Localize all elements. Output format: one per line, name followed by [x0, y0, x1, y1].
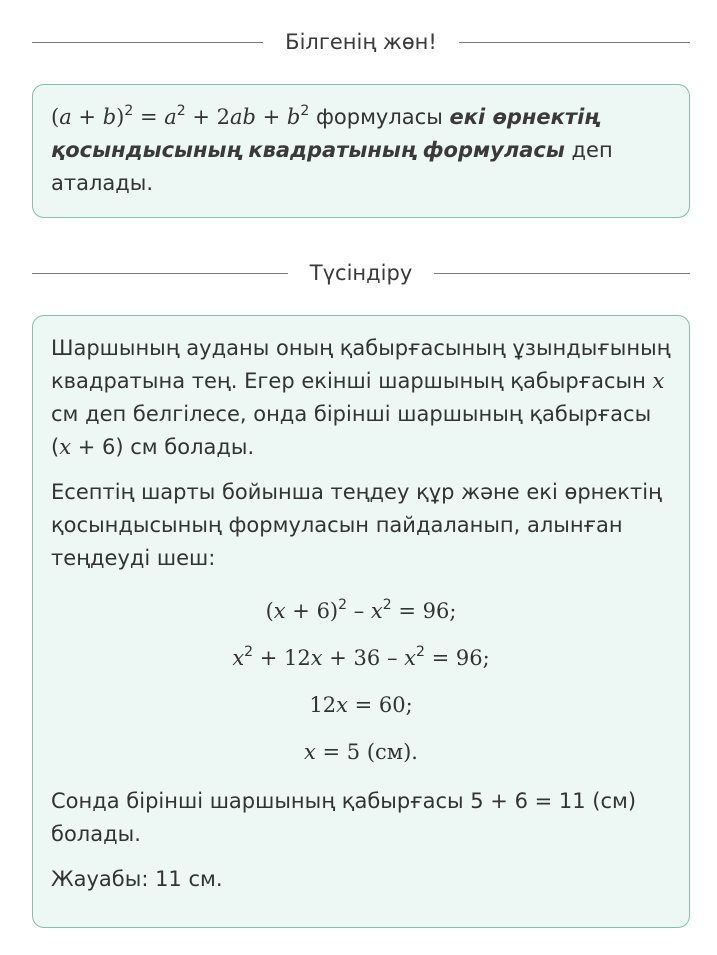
explain-section-title: Түсіндіру	[309, 261, 413, 285]
equation-1: $(x + 6)^2 - x^2 = 96$;	[265, 597, 457, 623]
explain-card	[32, 315, 690, 928]
explain-paragraph-1: Шаршының ауданы оның қабырғасының ұзындығының квадратына тең. Егер екінші шаршының қабырғасын x см деп белгілесе, онда бірінші шаршының қабырғасы (x + 6) см болады.	[51, 336, 671, 459]
formula: $(a + b)^2 = a^2 + 2ab + b^2$	[51, 103, 310, 129]
divider-right	[434, 273, 690, 274]
know-section-title: Білгенің жөн!	[285, 30, 437, 54]
know-card	[32, 84, 690, 218]
explain-paragraph-2: Есептің шарты бойынша теңдеу құр және екі өрнектің қосындысының формуласын пайдаланып, алынған теңдеуді шеш:	[51, 480, 662, 570]
equation-4: x = 5 (см).	[304, 740, 418, 764]
answer-text: Жауабы: 11 см.	[51, 867, 223, 891]
divider-right	[459, 42, 690, 43]
know-card-text: $(a + b)^2 = a^2 + 2ab + b^2$ формуласы екі өрнектің қосындысының квадратының формуласы деп аталады.	[51, 103, 613, 195]
formula-term: екі өрнектің қосындысының квадратының формуласы	[51, 105, 599, 162]
divider-left	[32, 273, 288, 274]
know-section-header	[32, 27, 690, 57]
equation-3: 12x = 60;	[309, 693, 413, 717]
equation-2: $x^2 + 12x + 36 - x^2 = 96$;	[232, 644, 490, 670]
divider-left	[32, 42, 263, 43]
explain-section-header	[32, 258, 690, 288]
explain-paragraph-3: Сонда бірінші шаршының қабырғасы 5 + 6 = 11 (см) болады.	[51, 789, 637, 846]
